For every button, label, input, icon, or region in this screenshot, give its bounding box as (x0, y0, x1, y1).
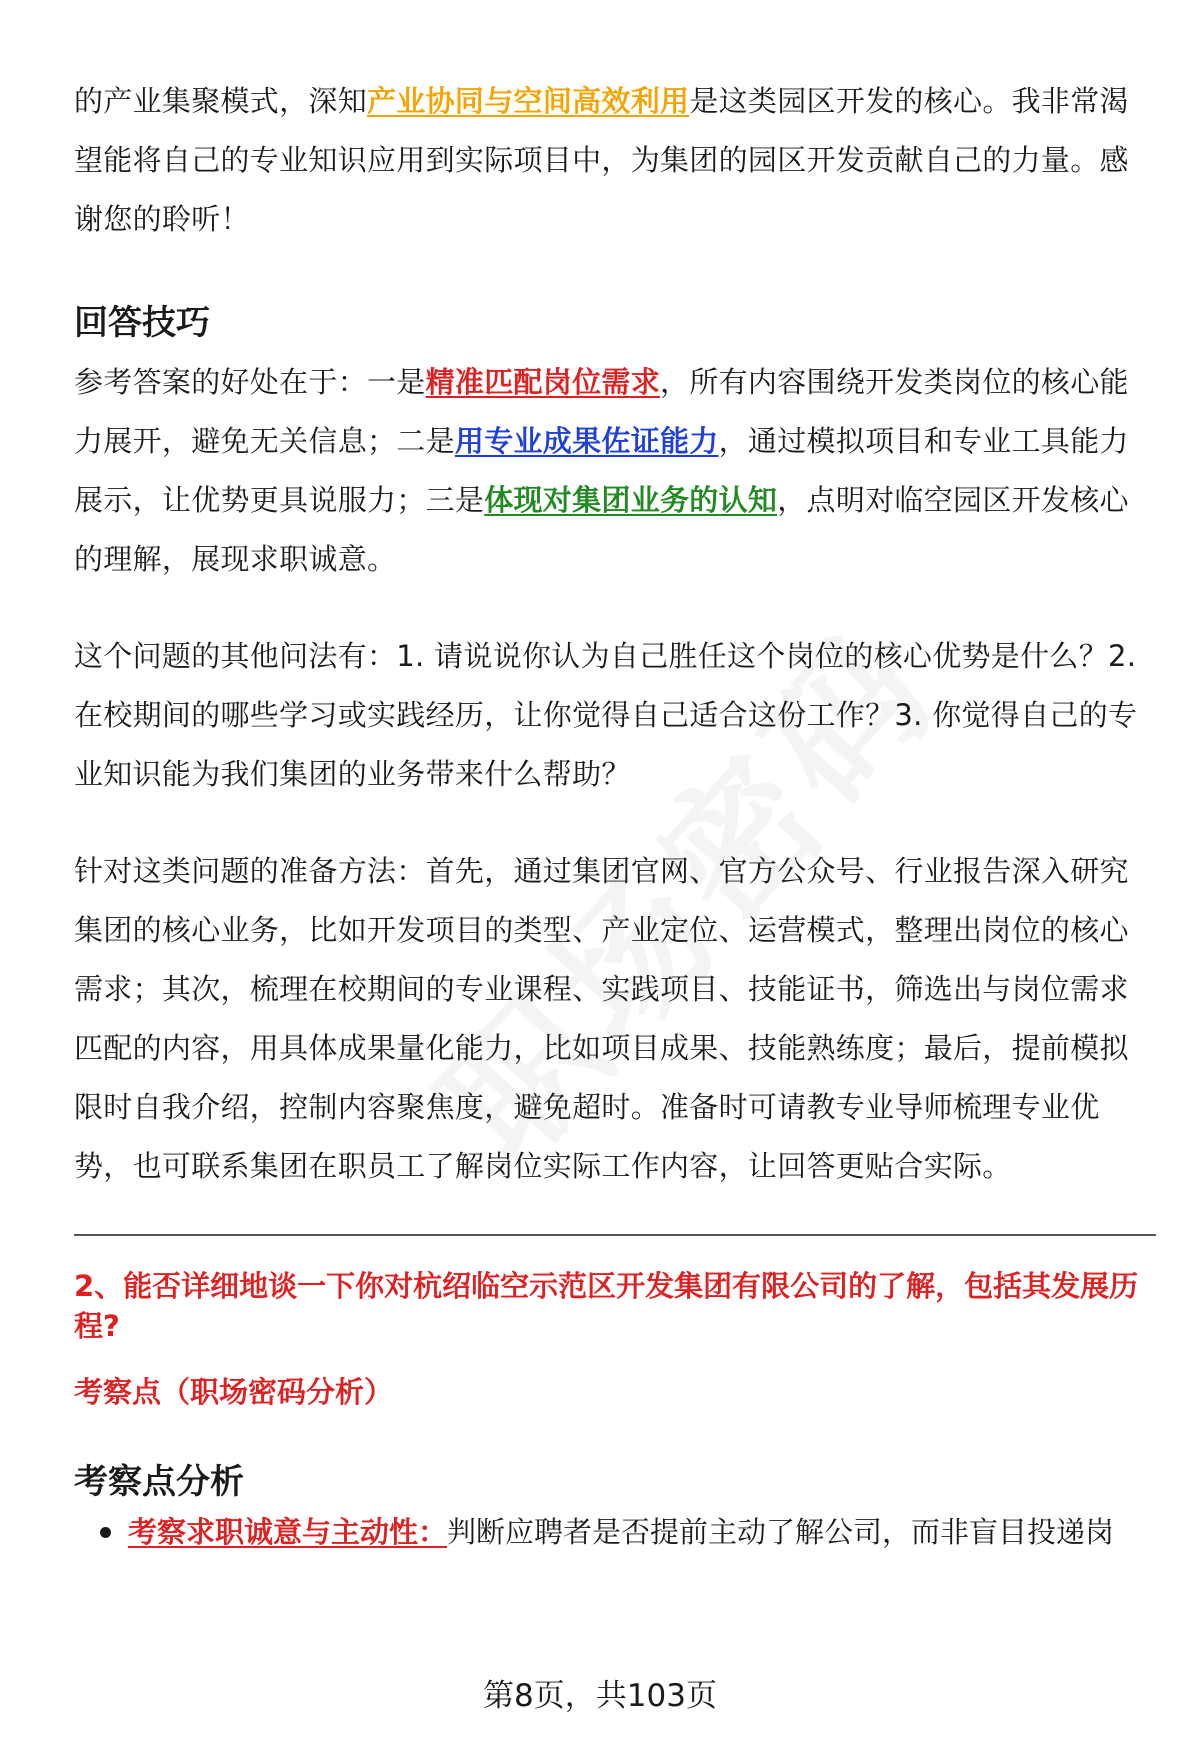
tips-text-4: ，点明对临空园区开发核心的理解，展现求职诚意。 (74, 483, 1129, 576)
highlight-business-awareness: 体现对集团业务的认知 (484, 483, 778, 517)
analysis-heading: 考察点分析 (74, 1462, 244, 1502)
tips-heading: 回答技巧 (74, 303, 210, 343)
bullet-item-sincerity (74, 1512, 1150, 1552)
intro-text-end: 是这类园区开发的核心。我非常渴望能将自己的专业知识应用到实际项目中，为集团的园区开发贡献自己的力量。感谢您的聆听！ (74, 84, 1129, 236)
bullet-dot-icon (100, 1527, 111, 1538)
tips-text-1: 参考答案的好处在于：一是 (74, 365, 426, 399)
page-footer: 第8页，共103页 (483, 1678, 717, 1714)
tips-text-3: ，通过模拟项目和专业工具能力展示，让优势更具说服力；三是 (74, 424, 1129, 517)
bullet-label: 考察求职诚意与主动性： (128, 1515, 448, 1549)
other-questions-paragraph: 这个问题的其他问法有：1. 请说说你认为自己胜任这个岗位的核心优势是什么？2. 在校期间的哪些学习或实践经历，让你觉得自己适合这份工作？3. 你觉得自己的专业知识能为我们集团的业务带来什么帮助？ (74, 639, 1138, 791)
prep-method-paragraph: 针对这类问题的准备方法：首先，通过集团官网、官方公众号、行业报告深入研究集团的核心业务，比如开发项目的类型、产业定位、运营模式，整理出岗位的核心需求；其次，梳理在校期间的专业课程、实践项目、技能证书，筛选出与岗位需求匹配的内容，用具体成果量化能力，比如项目成果、技能熟练度；最后，提前模拟限时自我介绍，控制内容聚焦度，避免超时。准备时可请教专业导师梳理专业优势，也可联系集团在职员工了解岗位实际工作内容，让回答更贴合实际。 (74, 854, 1129, 1183)
intro-text-start: 的产业集聚模式，深知 (74, 84, 368, 118)
highlight-professional-results: 用专业成果佐证能力 (454, 424, 719, 458)
tips-text-2: ，所有内容围绕开发类岗位的核心能力展开，避免无关信息；二是 (74, 365, 1129, 458)
bullet-text: 判断应聘者是否提前主动了解公司，而非盲目投递岗 (447, 1515, 1115, 1549)
highlight-industry-synergy: 产业协同与空间高效利用 (367, 84, 690, 118)
intro-paragraph (74, 72, 1150, 249)
highlight-match-requirements: 精准匹配岗位需求 (425, 365, 661, 399)
content-area (74, 72, 1150, 1552)
tips-paragraph (74, 353, 1150, 589)
section-divider (74, 1234, 1156, 1236)
question-2-heading: 2、能否详细地谈一下你对杭绍临空示范区开发集团有限公司的了解，包括其发展历程? (74, 1269, 1139, 1343)
exam-point-label: 考察点（职场密码分析） (74, 1375, 394, 1409)
